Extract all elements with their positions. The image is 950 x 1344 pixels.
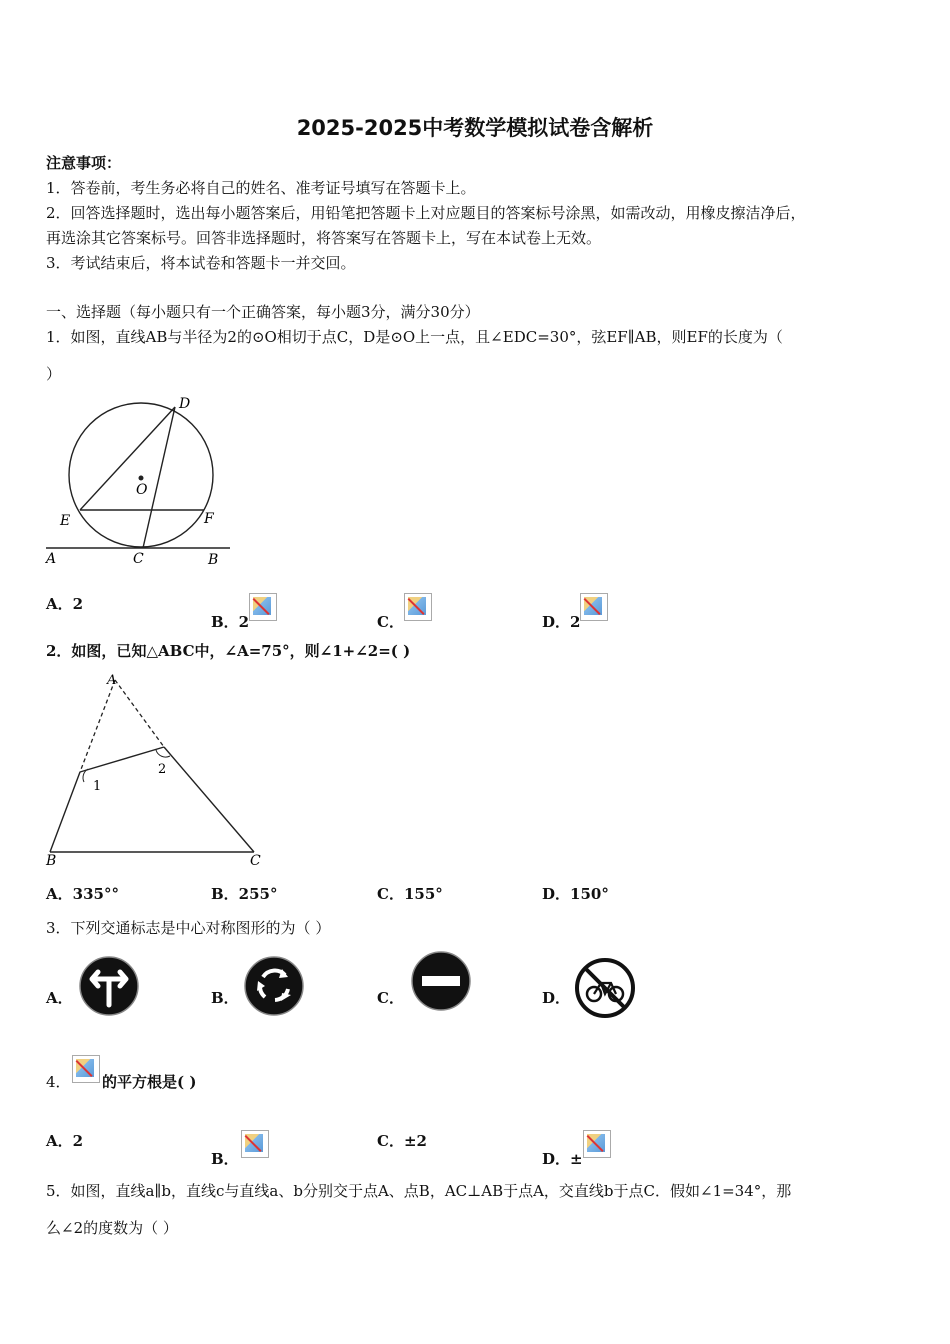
label-b: B bbox=[208, 552, 219, 568]
broken-image-icon bbox=[583, 1130, 611, 1158]
no-bicycle-sign-icon bbox=[574, 957, 636, 1019]
q1-option-c[interactable] bbox=[377, 593, 432, 632]
q3-option-a[interactable]: A． bbox=[46, 989, 73, 1007]
label-c: C bbox=[250, 853, 261, 869]
label-d: D bbox=[179, 396, 191, 412]
question-4-text: 的平方根是( ) bbox=[102, 1073, 197, 1091]
notice-item: 3．考试结束后，将本试卷和答题卡一并交回。 bbox=[46, 254, 356, 272]
question-3-text: 3．下列交通标志是中心对称图形的为（ ） bbox=[46, 919, 331, 937]
label-f: F bbox=[204, 511, 214, 527]
notice-item: 再选涂其它答案标号。回答非选择题时，将答案写在答题卡上，写在本试卷上无效。 bbox=[46, 229, 602, 247]
turn-left-right-sign-icon bbox=[78, 955, 140, 1017]
q2-option-a[interactable]: A．335°° bbox=[46, 885, 119, 903]
label-c: C bbox=[133, 551, 144, 567]
q4-option-d[interactable] bbox=[542, 1130, 611, 1169]
q3-option-b[interactable]: B． bbox=[211, 989, 239, 1007]
q4-option-b[interactable] bbox=[211, 1130, 269, 1169]
question-1-text-cont: ） bbox=[46, 365, 62, 383]
label-angle-1: 1 bbox=[93, 779, 102, 794]
option-label: C． bbox=[377, 613, 404, 631]
label-o: O bbox=[136, 482, 148, 498]
option-label: D．± bbox=[542, 1150, 583, 1168]
circle-tangent-figure bbox=[44, 392, 234, 570]
label-e: E bbox=[60, 513, 71, 529]
section-heading: 一、选择题（每小题只有一个正确答案，每小题3分，满分30分） bbox=[46, 303, 480, 321]
option-label: B．2 bbox=[211, 613, 250, 631]
q2-option-d[interactable]: D．150° bbox=[542, 885, 609, 903]
option-label: B． bbox=[211, 1150, 239, 1168]
broken-image-icon bbox=[580, 593, 608, 621]
q4-option-c[interactable]: C．±2 bbox=[377, 1132, 427, 1150]
broken-image-icon bbox=[241, 1130, 269, 1158]
question-5-text-cont: 么∠2的度数为（ ） bbox=[46, 1219, 178, 1237]
label-a: A bbox=[107, 673, 117, 688]
question-4-number: 4． bbox=[46, 1073, 71, 1091]
label-a: A bbox=[46, 551, 57, 567]
option-label: D．2 bbox=[542, 613, 581, 631]
label-b: B bbox=[46, 853, 57, 869]
q3-option-c[interactable]: C． bbox=[377, 989, 404, 1007]
q2-option-c[interactable]: C．155° bbox=[377, 885, 443, 903]
notice-heading: 注意事项： bbox=[46, 154, 122, 172]
q1-option-b[interactable] bbox=[211, 593, 277, 632]
question-1-text: 1．如图，直线AB与半径为2的⊙O相切于点C，D是⊙O上一点，且∠EDC=30°，弦EF∥AB，则EF的长度为（ bbox=[46, 328, 783, 346]
notice-item: 2．回答选择题时，选出每小题答案后，用铅笔把答题卡上对应题目的答案标号涂黑，如需改动，用橡皮擦洁净后， bbox=[46, 204, 806, 222]
notice-item: 1．答卷前，考生务必将自己的姓名、准考证号填写在答题卡上。 bbox=[46, 179, 476, 197]
q4-option-a[interactable]: A．2 bbox=[46, 1132, 84, 1150]
q1-option-a[interactable]: A．2 bbox=[46, 595, 84, 613]
page-title: 2025-2025中考数学模拟试卷含解析 bbox=[296, 116, 654, 140]
question-5-text: 5．如图，直线a∥b，直线c与直线a、b分别交于点A、点B，AC⊥AB于点A，交直线b于点C．假如∠1=34°，那 bbox=[46, 1182, 792, 1200]
triangle-figure bbox=[44, 672, 274, 872]
label-angle-2: 2 bbox=[158, 762, 167, 777]
broken-image-icon bbox=[404, 593, 432, 621]
no-entry-sign-icon bbox=[410, 950, 472, 1012]
q3-option-d[interactable]: D． bbox=[542, 989, 571, 1007]
broken-image-icon bbox=[249, 593, 277, 621]
q1-option-d[interactable] bbox=[542, 593, 608, 632]
q2-option-b[interactable]: B．255° bbox=[211, 885, 278, 903]
roundabout-sign-icon bbox=[243, 955, 305, 1017]
broken-image-icon bbox=[72, 1055, 100, 1083]
question-2-text: 2．如图，已知△ABC中，∠A=75°，则∠1+∠2=( ) bbox=[46, 642, 411, 660]
